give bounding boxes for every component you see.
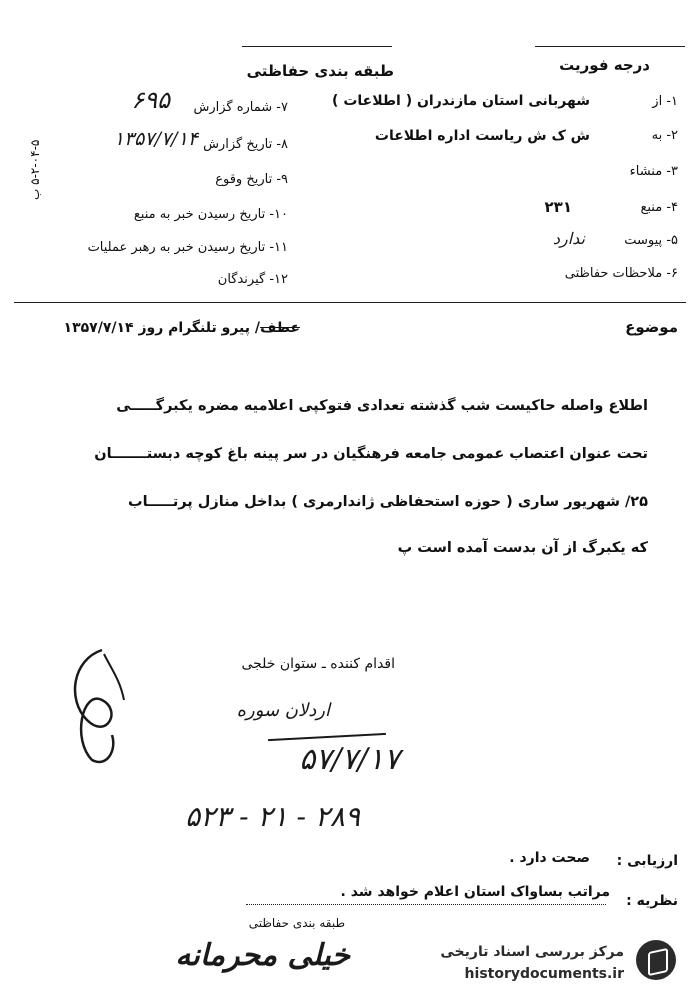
field-to-label: ۲- به (651, 128, 678, 143)
field-leader-received-label: ۱۱- تاریخ رسیدن خبر به رهبر عملیات (87, 240, 288, 255)
field-attachment-value: ندارد (552, 229, 585, 248)
archive-logo-icon (636, 940, 676, 980)
field-source-received-label: ۱۰- تاریخ رسیدن خبر به منبع (133, 207, 288, 222)
evaluation-value: صحت دارد . (509, 850, 590, 866)
subject-struck-word: عطف (260, 320, 300, 336)
top-rule-right (535, 46, 685, 47)
handwritten-date: ۵۷/۷/۱۷ (299, 742, 400, 777)
subject-text: / پیرو تلنگرام روز ۱۳۵۷/۷/۱۴ (63, 320, 260, 336)
watermark-url: historydocuments.ir (464, 966, 624, 982)
classification-label: طبقه بندی حفاظتی (246, 62, 394, 80)
field-from-label: ۱- از (652, 94, 678, 109)
field-report-date-label: ۸- تاریخ گزارش (203, 137, 288, 152)
priority-label: درجه فوریت (559, 56, 650, 74)
footer-stamp: خیلی محرمانه (175, 938, 350, 973)
subject-label: موضوع (625, 318, 678, 336)
action-note: اقدام کننده ـ ستوان خلجی (241, 656, 395, 672)
field-report-number-value: ۶۹۵ (131, 86, 170, 114)
field-from-value: شهربانی استان مازندران ( اطلاعات ) (332, 93, 590, 109)
field-recipients-label: ۱۲- گیرندگان (217, 272, 288, 287)
body-line: تحت عنوان اعتصاب عمومی جامعه فرهنگیان در سر پینه باغ کوچه دبستـــــــان (94, 446, 648, 462)
handwritten-underline (268, 733, 386, 741)
handwritten-signature-mark (62, 640, 132, 770)
handwritten-name: اردلان سوره (236, 700, 330, 721)
field-security-label: ۶- ملاحظات حفاظتی (564, 266, 678, 281)
handwritten-number: ۵۲۳ - ۲۱ - ۲۸۹ (185, 800, 360, 833)
evaluation-label: ارزیابی : (616, 853, 678, 869)
field-attachment-label: ۵- پیوست (624, 233, 678, 248)
opinion-underline (246, 904, 606, 905)
field-source-value: ۲۳۱ (544, 198, 572, 216)
top-rule-left (242, 46, 392, 47)
subject-separator (14, 302, 686, 303)
field-report-number-label: ۷- شماره گزارش (193, 100, 288, 115)
body-line: که یکبرگ از آن بدست آمده است پ (397, 540, 648, 556)
margin-note: ۵-۲-۰۴-۵ ب (28, 139, 42, 200)
footer-classification-label: طبقه بندی حفاظتی (248, 916, 345, 930)
field-event-date-label: ۹- تاریخ وقوع (215, 172, 288, 187)
field-origin-label: ۳- منشاء (629, 164, 678, 179)
opinion-label: نظریه : (626, 893, 678, 909)
opinion-value: مراتب بساواک استان اعلام خواهد شد . (340, 884, 610, 900)
field-report-date-value: ۱۳۵۷/۷/۱۴ (113, 128, 198, 150)
body-line: ۲۵/ شهریور ساری ( حوزه استحفاظی ژاندارمری ) بداخل منازل پرتـــــاب (128, 494, 648, 510)
watermark-name: مرکز بررسی اسناد تاریخی (440, 944, 624, 960)
field-source-label: ۴- منبع (640, 200, 678, 215)
field-to-value: ش ک ش ریاست اداره اطلاعات (374, 128, 590, 144)
body-line: اطلاع واصله حاکیست شب گذشته تعدادی فتوکپی اعلامیه مضره یکبرگـــــی (116, 398, 648, 414)
